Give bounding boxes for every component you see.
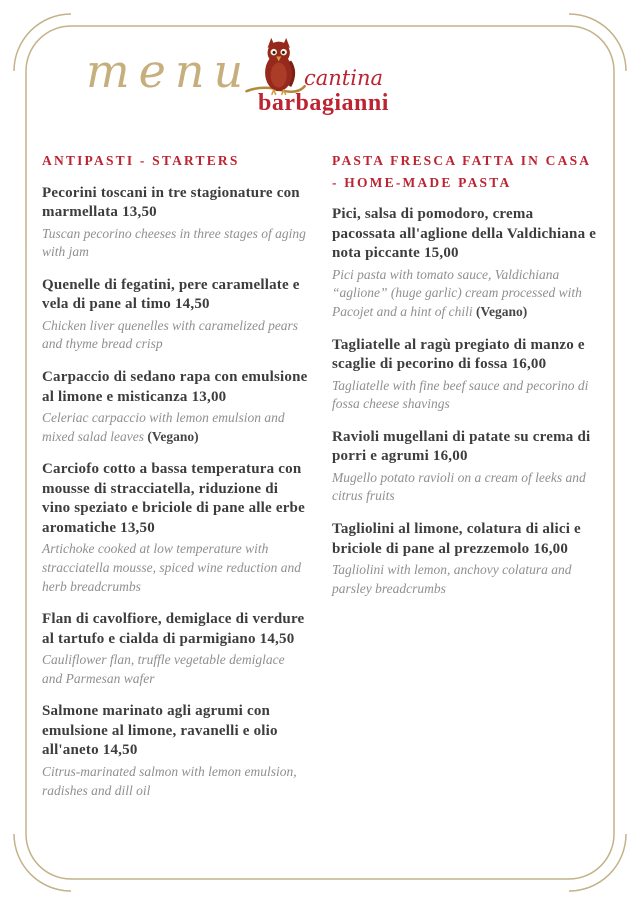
menu-item-description-text: Tagliatelle with fine beef sauce and pecorino di fossa cheese shavings xyxy=(332,377,589,412)
menu-item-description-text: Chicken liver quenelles with caramelized pears and thyme bread crisp xyxy=(42,317,299,352)
menu-columns xyxy=(0,150,640,814)
section-antipasti-starters xyxy=(42,150,308,814)
menu-item-price: 15,00 xyxy=(423,245,459,262)
menu-item-name: Tagliolini al limone, colatura di alici e briciole di pane al prezzemolo xyxy=(332,521,581,557)
menu-item-price: 13,50 xyxy=(122,204,157,221)
menu-item-price: 16,00 xyxy=(432,448,468,465)
menu-item-price: 14,50 xyxy=(259,630,295,647)
menu-item-name: Salmone marinato agli agrumi con emulsione al limone, ravanelli e olio all'aneto xyxy=(42,703,278,759)
menu-item-description xyxy=(332,561,598,598)
menu-item-title xyxy=(332,205,598,264)
menu-item-name: Flan di cavolfiore, demiglace di verdure al tartufo e cialda di parmigiano xyxy=(42,611,305,647)
menu-item-price: 16,00 xyxy=(533,540,569,557)
menu-item-description xyxy=(42,409,308,446)
menu-item-title xyxy=(42,610,308,649)
menu-item-price: 13,00 xyxy=(191,388,227,405)
menu-item-description-text: Tuscan pecorino cheeses in three stages of aging with jam xyxy=(42,225,306,260)
menu-item xyxy=(42,184,308,262)
menu-item-title xyxy=(42,276,308,315)
menu-item-description xyxy=(332,469,598,506)
section-heading: PASTA FRESCA FATTA IN CASA - HOME-MADE PASTA xyxy=(332,153,591,190)
menu-item-tag: (Vegano) xyxy=(143,428,199,444)
menu-item-price: 16,00 xyxy=(511,356,547,373)
menu-item-title xyxy=(42,460,308,538)
menu-item-description xyxy=(332,266,598,322)
menu-script-title: menu xyxy=(86,44,253,98)
menu-item-name: Tagliatelle al ragù pregiato di manzo e scaglie di pecorino di fossa xyxy=(332,336,585,373)
section-heading: ANTIPASTI - STARTERS xyxy=(42,153,240,168)
menu-item-price: 14,50 xyxy=(174,296,210,313)
menu-item-description xyxy=(42,651,308,688)
menu-item xyxy=(332,428,598,506)
menu-item-price: 13,50 xyxy=(120,519,155,536)
menu-item xyxy=(42,702,308,800)
menu-item-description-text: Artichoke cooked at low temperature with stracciatella mousse, spiced wine reduction and herb breadcrumbs xyxy=(42,541,301,594)
menu-item-name: Carciofo cotto a bassa temperatura con mousse di stracciatella, riduzione di vino speziato e briciole di pane alle erbe aromatiche xyxy=(42,461,305,536)
menu-item-description xyxy=(42,540,308,596)
menu-item-title xyxy=(42,368,308,407)
menu-item-title xyxy=(42,184,308,223)
menu-item xyxy=(332,205,598,321)
menu-items-list xyxy=(332,205,598,598)
menu-item xyxy=(332,336,598,414)
menu-item-description-text: Pici pasta with tomato sauce, Valdichiana “aglione” (huge garlic) cream processed with Pacojet and a hint of chili xyxy=(332,266,582,319)
menu-item-name: Pici, salsa di pomodoro, crema pacossata all'aglione della Valdichiana e nota piccante xyxy=(332,206,597,262)
header xyxy=(0,38,640,130)
brand-logo xyxy=(244,34,434,130)
menu-item-title xyxy=(332,428,598,467)
menu-item-name: Pecorini toscani in tre stagionature con marmellata xyxy=(42,184,300,221)
menu-item-description-text: Mugello potato ravioli on a cream of leeks and citrus fruits xyxy=(332,469,586,504)
menu-item-description-text: Citrus-marinated salmon with lemon emulsion, radishes and dill oil xyxy=(42,763,297,798)
brand-name-cantina: cantina xyxy=(304,66,384,90)
menu-item-description xyxy=(42,763,308,800)
menu-item-price: 14,50 xyxy=(102,742,138,759)
menu-item-name: Ravioli mugellani di patate su crema di porri e agrumi xyxy=(332,428,591,465)
menu-item-title xyxy=(42,702,308,761)
menu-item-description xyxy=(42,225,308,262)
menu-item-tag: (Vegano) xyxy=(472,303,528,319)
menu-item-title xyxy=(332,520,598,559)
menu-item xyxy=(42,368,308,446)
menu-item xyxy=(42,460,308,596)
menu-item-description-text: Tagliolini with lemon, anchovy colatura and parsley breadcrumbs xyxy=(332,562,572,596)
menu-items-list xyxy=(42,184,308,801)
menu-item-title xyxy=(332,336,598,375)
menu-item xyxy=(42,610,308,688)
menu-item-description xyxy=(42,317,308,354)
brand-name-barbagianni: barbagianni xyxy=(258,90,389,116)
menu-item-description-text: Cauliflower flan, truffle vegetable demiglace and Parmesan wafer xyxy=(42,652,285,686)
menu-item xyxy=(42,276,308,354)
section-pasta-fresca xyxy=(332,150,598,814)
menu-item-name: Carpaccio di sedano rapa con emulsione al limone e misticanza xyxy=(42,369,308,405)
menu-item-description-text: Celeriac carpaccio with lemon emulsion and mixed salad leaves xyxy=(42,410,285,444)
menu-item-name: Quenelle di fegatini, pere caramellate e vela di pane al timo xyxy=(42,276,300,313)
menu-item xyxy=(332,520,598,598)
menu-item-description xyxy=(332,377,598,414)
